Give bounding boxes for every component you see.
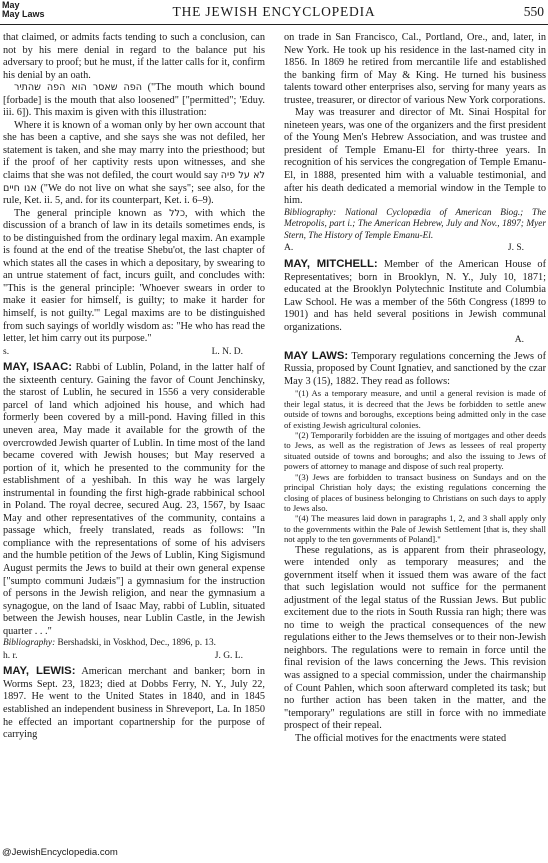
running-head-top: May — [2, 0, 20, 10]
entry-headword: MAY, MITCHELL: — [284, 257, 378, 270]
regulation-item: "(2) Temporarily forbidden are the issuing of mortgages and other deeds to Jews, as well as the registration of Jews as lessees of real property situated outside of towns and boroughs; and also the issuing to Jews of powers of attorney to manage and dispose of such real property. — [284, 430, 546, 472]
regulation-item: "(4) The measures laid down in paragraphs 1, 2, and 3 shall apply only to the governments within the Pale of Jewish Settlement [that is, they shall not apply to the ten governments of Poland]." — [284, 513, 546, 545]
paragraph: that claimed, or admits facts tending to such a conclusion, can not by his mere denial in regard to the balance put his adversary to proof; but he must, if the latter calls for it, confirm his denial by an oath. — [3, 32, 265, 81]
paragraph: The general principle known as כלל, with which the discussion of a branch of law in its details sometimes ends, is to be distinguished from the ordinary legal maxim. An example is found at the end of the treatise Shebu'ot, the last chapter of which states all the cases in which a depositary, by swearing to an untrue statement of fact, incurs guilt, and concludes with: "This is the general principle: 'Whoever swears in order to make it easier for himself, is guilty; to make it harder for himself, is not guilty.'" Legal maxims are to be distinguished from such sayings of worldly wisdom as: "He who has read the letter, let him carry out its purpose." — [3, 207, 265, 345]
paragraph: הפה שאסר הוא הפה שהתיר ("The mouth which bound [forbade] is the mouth that also loosened" ["permitted"; 'Eduy. iii. 6]). This maxim is given with this illustration: — [3, 82, 265, 119]
regulation-item: "(3) Jews are forbidden to transact business on Sundays and on the principal Christian holy days; the existing regulations concerning the closing of places of business belonging to Christians on such days to apply to Jews also. — [284, 471, 546, 513]
hebrew-phrase: הפה שאסר הוא הפה שהתיר — [14, 82, 143, 94]
paragraph: Where it is known of a woman only by her own account that she has been a captive, and she says she was not defiled, her statement is taken, and she may marry into the priesthood; but if the proof of her captivity rests upon witnesses, and she claims that she was not defiled, the court would say לא על פיה אנו חיים ("We do not live on what she says"; see also, for the rule, Ket. ii. 5, and. for its counterpart, Ket. i. 6–9). — [3, 119, 265, 207]
page-header — [0, 0, 548, 25]
entry-may-isaac: MAY, ISAAC: Rabbi of Lublin, Poland, in the latter half of the sixteenth century. Gaining the favor of Count Jenchinsky, the starost of Lublin, he secured in 1556 a very considerable parcel of land which adjoined his house, and which had formerly been covered by a mill-pond. Having filled in this uneven area, May made it available for the growth of the overcrowded Jewish quarter of Lublin. In time most of the land became covered with Jewish houses; but May reserved a portion of it, which he presented to the community for the establishment of a yeshibah. In this way he was largely instrumental in founding the first high-grade rabbinical school in Poland. The royal decree, secured Aug. 23, 1567, by Isaac May and other representatives of the community, contains a passage which, freely translated, reads as follows: "In compliance with the representations of some of his advisers and the humble petition of the Jews of Lublin, King Sigismund August permits the Jews to build at their own general expense ["sumpto communi Judæis"] a gymnasium for the instruction of persons in the Jewish religion, and near the gymnasium a synagogue, on the land of Isaac May, rabbi of Lublin, situated between the Jewish houses, near Lublin Castle, in the Jewish quarter . . ." — [3, 361, 265, 637]
entry-headword: MAY, ISAAC: — [3, 361, 73, 374]
bibliography: Bibliography: National Cyclopædia of American Biog.; The Metropolis, part i.; The American Hebrew, July and Nov., 1897; Myer Stern, The History of Temple Emanu-El. — [284, 207, 546, 241]
page-number: 550 — [523, 4, 544, 19]
paragraph: These regulations, as is apparent from their phraseology, were intended only as temporary measures; and the government itself when it issued them was aware of the fact that such legislation would not suffice for the permanent adjustment of the legal status of the Russian Jews. But public excitement due to the riots in South Russia ran high; there was no time to weigh the practical consequences of the new regulations either to the Jews themselves or to their non-Jewish neighbors. The regulations were to remain in force until the final revision of the laws concerning the Jews. This revision was assigned to a special commission, under the chairmanship of Count Pahlen, which soon afterward completed its task; but no further action has been taken in the matter, and the "temporary" regulations are still in force with no immediate prospect of their repeal. — [284, 544, 546, 732]
author-signature: A. J. S. — [284, 243, 524, 254]
site-credit: @JewishEncyclopedia.com — [2, 847, 118, 858]
entry-may-laws: MAY LAWS: Temporary regulations concerning the Jews of Russia, proposed by Count Ignatiev, and sanctioned by the czar May 3 (15), 1882. They read as follows: — [284, 349, 546, 387]
quoted-regulations — [284, 388, 546, 544]
left-column — [3, 32, 265, 742]
entry-may-mitchell: MAY, MITCHELL: Member of the American House of Representatives; born in Brooklyn, N. Y., July 10, 1871; educated at the Brooklyn Polytechnic Institute and Columbia Law School. He was a member of the 56th Congress (1899 to 1901) and has held several positions in Jewish communal organizations. — [284, 257, 547, 333]
entry-headword: MAY LAWS: — [284, 349, 349, 362]
hebrew-phrase: לא על פיה אנו חיים — [3, 170, 265, 194]
entry-headword: MAY, LEWIS: — [3, 665, 76, 678]
publication-title: THE JEWISH ENCYCLOPEDIA — [172, 4, 376, 19]
author-signature: h. r. J. G. L. — [3, 650, 243, 661]
author-signature: s. L. N. D. — [3, 346, 243, 357]
right-column — [284, 32, 546, 745]
entry-may-lewis: MAY, LEWIS: American merchant and banker; born in Worms Sept. 23, 1823; died at Dobbs Ferry, N. Y., July 22, 1897. He went to the United States in 1840, and in 1845 established an independent business in Shreveport, La. In 1850 he effected an important copartnership for the purpose of carrying — [3, 665, 265, 741]
hebrew-phrase: כלל — [169, 207, 186, 219]
paragraph: May was treasurer and director of Mt. Sinai Hospital for nineteen years, was one of the organizers and the first president of the Young Men's Hebrew Association, and was trustee and president of Temple Emanu-El for thirty-three years. In recognition of his services the congregation of Temple Emanu-El, in 1888, presented him with a valuable testimonial, and after his death dedicated a memorial window in the Temple to him. — [284, 107, 546, 207]
regulation-item: "(1) As a temporary measure, and until a general revision is made of their legal status, it is decreed that the Jews be forbidden to settle anew outside of towns and boroughs, exceptions being admitted only in the case of existing Jewish agricultural colonies. — [284, 388, 546, 430]
author-signature: A. — [514, 335, 524, 346]
paragraph: The official motives for the enactments were stated — [295, 732, 507, 744]
paragraph: on trade in San Francisco, Cal., Portland, Ore., and, later, in New York. He took up his residence in the last-named city in 1856. In 1869 he retired from mercantile life and established the banking firm of May & King. He turned his business talents toward other enterprises also, serving for many years as trustee, treasurer, or director of various New York corporations. — [284, 32, 546, 106]
bibliography: Bibliography: Bershadski, in Voskhod, Dec., 1896, p. 13. — [3, 638, 216, 649]
running-head-bottom: May Laws — [2, 9, 45, 19]
